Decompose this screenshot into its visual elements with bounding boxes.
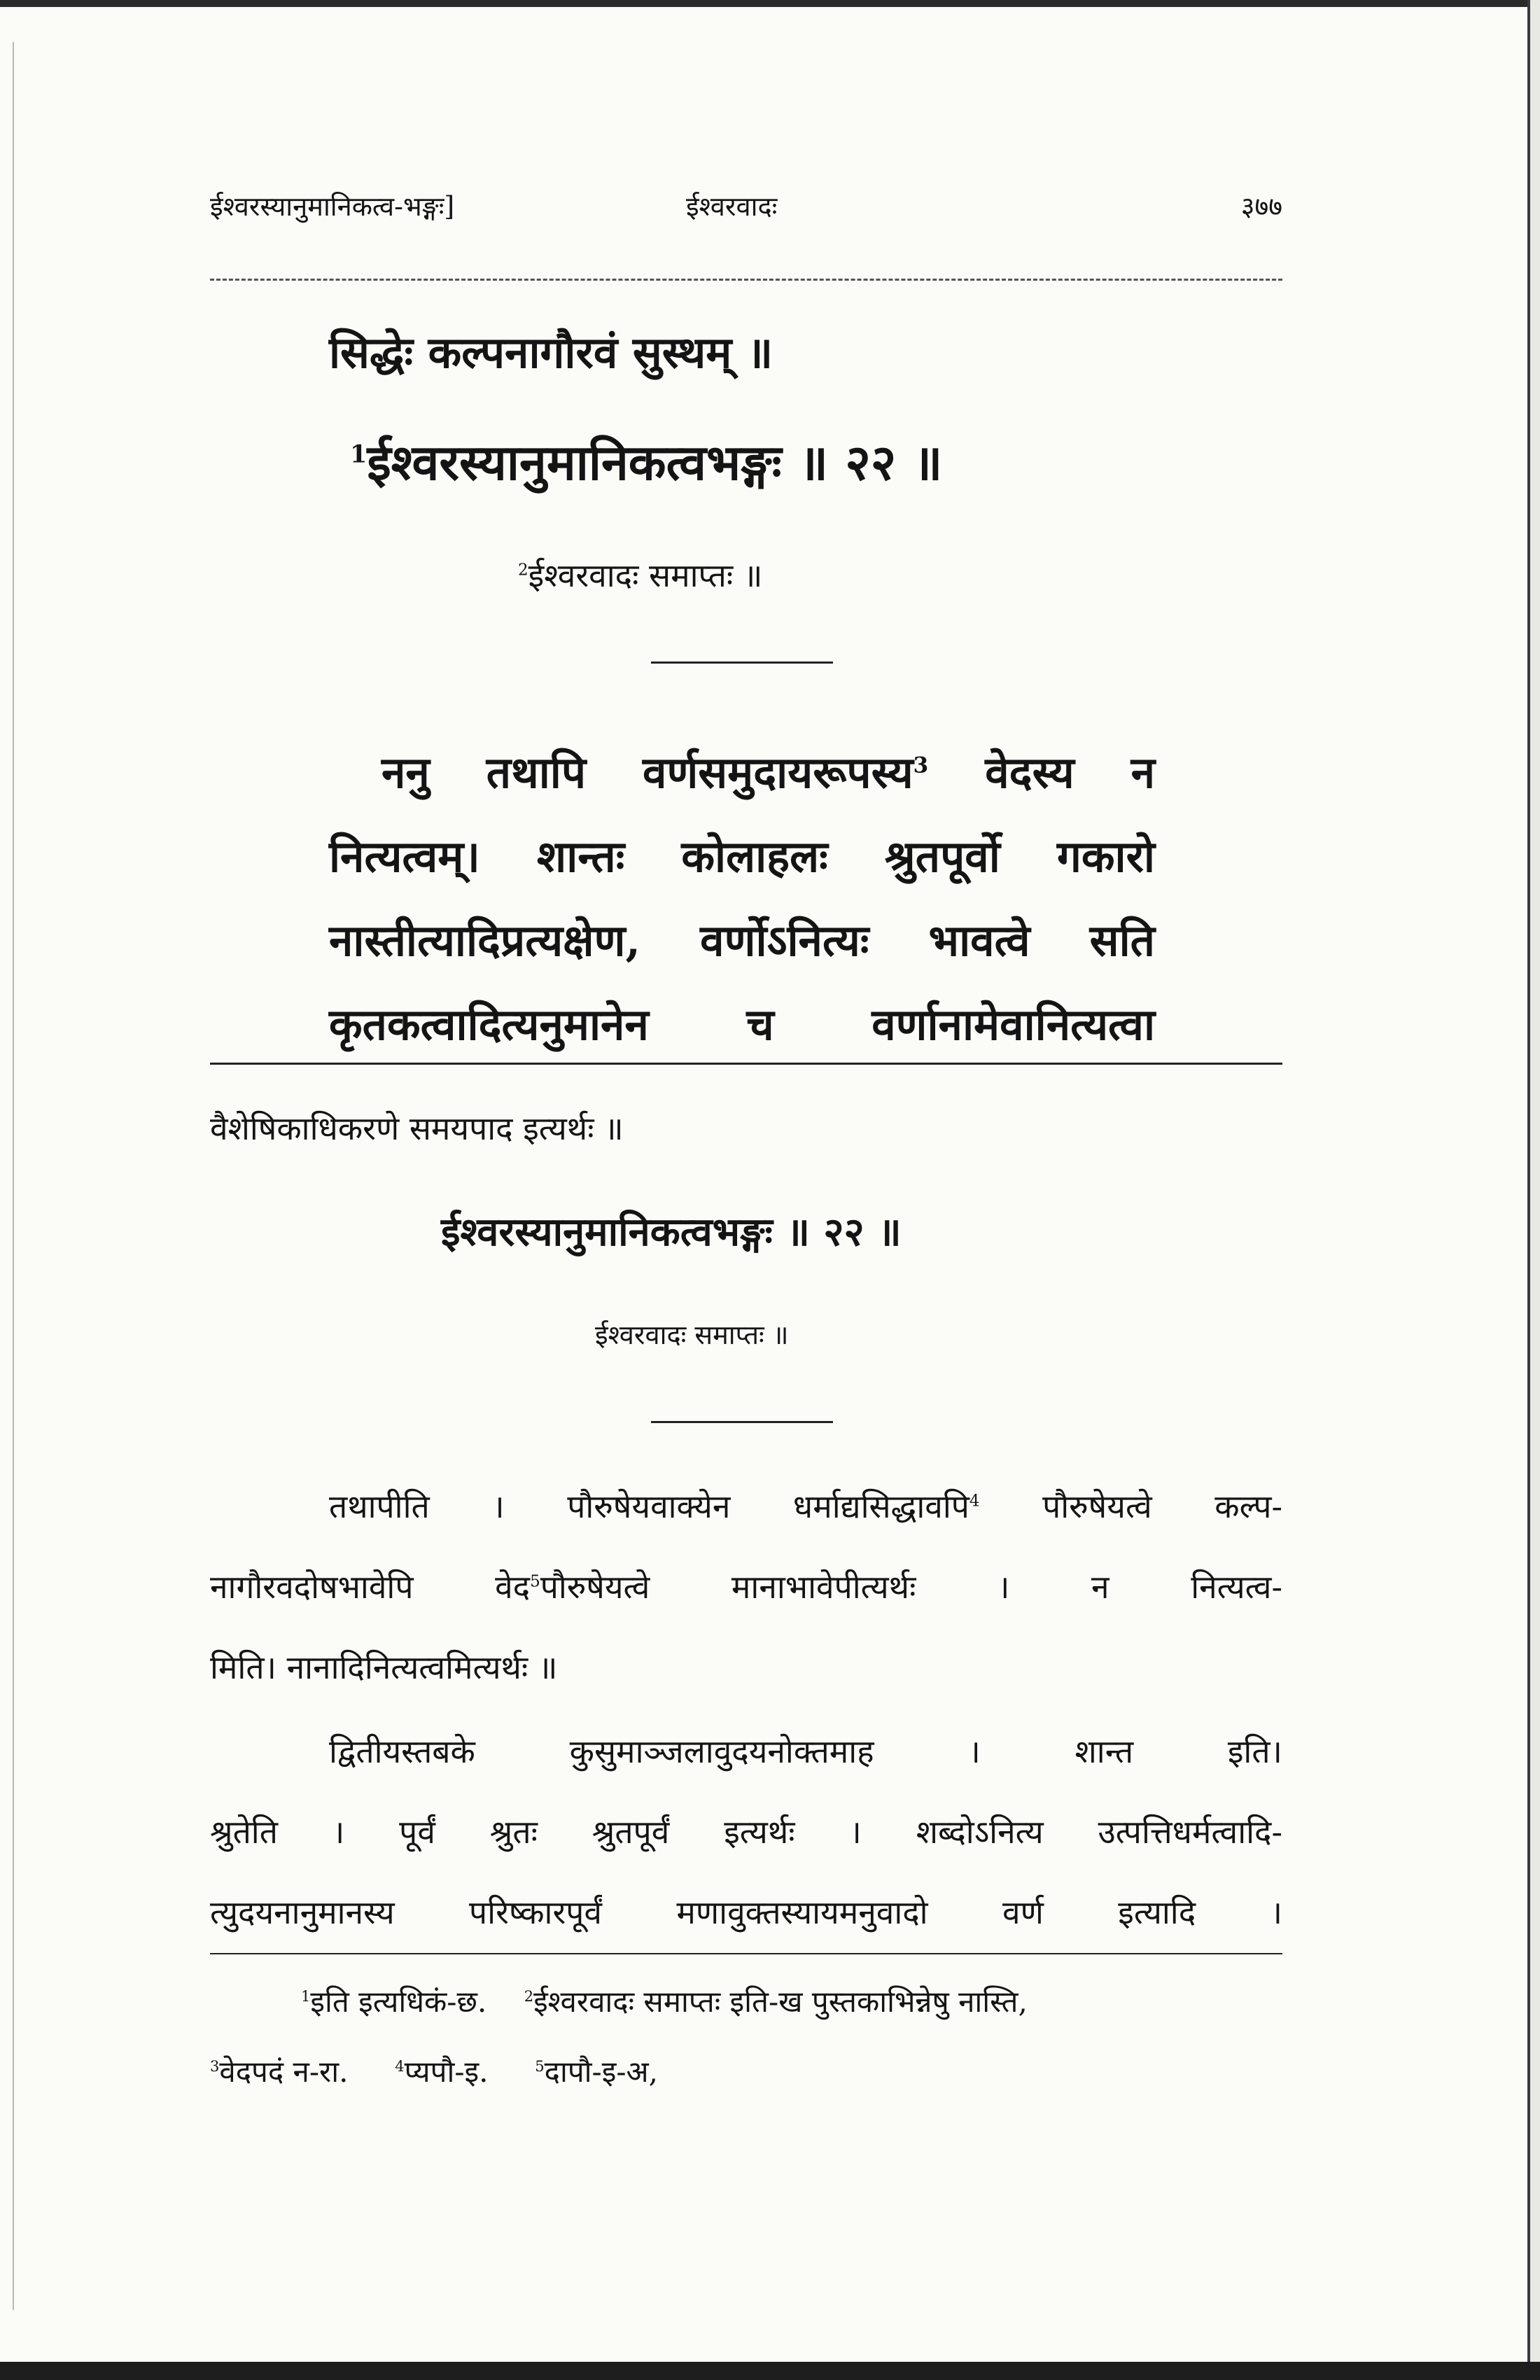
fn1-text: इति इत्यधिकं-छ. [310, 1984, 487, 2019]
footnote-mark-4: 4 [969, 1492, 980, 1511]
commentary-p1-text-1a: तथापीति । पौरुषेयवाक्येन धर्माद्यसिद्धावपि [329, 1488, 969, 1525]
footnote-rule [210, 1953, 1282, 1954]
fn4-mark: 4 [395, 2058, 405, 2075]
commentary-rule [210, 1063, 1282, 1065]
main-para-line-2: नित्यत्वम्। शान्तः कोलाहलः श्रुतपूर्वो गकारो [329, 831, 1155, 882]
footnote-mark-5: 5 [530, 1572, 540, 1591]
main-para-text-1a: ननु तथापि वर्णसमुदायरूपस्य [382, 747, 913, 798]
fn2-mark: 2 [524, 1988, 534, 2005]
main-para-line-3: नास्तीत्यादिप्रत्यक्षेण, वर्णोऽनित्यः भावत्वे सति [329, 915, 1155, 966]
commentary-p2-line-1: द्वितीयस्तबके कुसुमाञ्जलावुदयनोक्तमाह । शान्त इति। [329, 1732, 1282, 1770]
section-divider [651, 662, 833, 664]
commentary-section-title: ईश्वरस्यानुमानिकत्वभङ्गः ॥ २२ ॥ [441, 1209, 902, 1255]
header-section: ईश्वरस्यानुमानिकत्व-भङ्गः] [210, 191, 455, 222]
fn1-mark: 1 [301, 1988, 311, 2005]
main-para-line-1 [382, 742, 1155, 801]
commentary-p1-text-2b: पौरुषेयत्वे मानाभावेपीत्यर्थः । न नित्यत्व- [540, 1568, 1282, 1606]
fn4-text: प्यपौ-इ. [404, 2054, 489, 2089]
footnote-mark-3: 3 [913, 752, 929, 778]
main-para-text-1b: वेदस्य न [985, 747, 1155, 798]
page-number: ३७७ [1240, 191, 1282, 222]
fn5-mark: 5 [535, 2058, 545, 2075]
footnote-mark-1: 1 [350, 440, 368, 469]
main-title-text: ईश्वरस्यानुमानिकत्वभङ्गः ॥ २२ ॥ [367, 433, 943, 491]
main-section-title [350, 427, 942, 494]
scan-edge-top [0, 0, 1540, 7]
commentary-subtitle: ईश्वरवादः समाप्तः ॥ [595, 1320, 789, 1350]
fn3-mark: 3 [210, 2058, 220, 2075]
header-rule [210, 279, 1282, 281]
commentary-p1-text-1b: पौरुषेयत्वे कल्प- [1042, 1488, 1282, 1525]
fn2-text: ईश्वरवादः समाप्तः इति-ख पुस्तकाभिन्नेषु नास्ति, [533, 1984, 1028, 2019]
commentary-p1-text-2a: नागौरवदोषभावेपि वेद [210, 1568, 531, 1606]
commentary-line-1: वैशेषिकाधिकरणे समयपाद इत्यर्थः ॥ [210, 1110, 624, 1147]
footnote-mark-2: 2 [518, 561, 528, 580]
scan-edge-left [13, 42, 14, 2310]
commentary-p1-line-1 [329, 1484, 1282, 1527]
footnote-line-1 [301, 1981, 1028, 2021]
commentary-divider [651, 1421, 833, 1423]
running-header [210, 188, 1282, 244]
header-title: ईश्वरवादः [686, 191, 778, 222]
fn5-text: दापौ-इ-अ, [544, 2054, 658, 2089]
footnote-line-2 [210, 2051, 658, 2091]
main-subtitle-text: ईश्वरवादः समाप्तः ॥ [528, 556, 763, 594]
commentary-p2-line-2: श्रुतेति । पूर्वं श्रुतः श्रुतपूर्वं इत्यर्थः । शब्दोऽनित्य उत्पत्तिधर्मत्वादि- [210, 1813, 1282, 1851]
commentary-p2-line-3: त्युदयनानुमानस्य परिष्कारपूर्वं मणावुक्तस्यायमनुवादो वर्ण इत्यादि । [210, 1893, 1282, 1931]
scan-edge-bottom [0, 2362, 1540, 2380]
commentary-p1-line-3: मिति। नानादिनित्यत्वमित्यर्थः ॥ [210, 1648, 558, 1686]
main-subtitle [518, 553, 762, 596]
fn3-text: वेदपदं न-रा. [219, 2054, 349, 2089]
scan-edge-right-margin [1530, 0, 1540, 2380]
main-para-line-4: कृतकत्वादित्यनुमानेन च वर्णानामेवानित्यत्वा [329, 999, 1155, 1050]
scan-edge-right [1527, 0, 1530, 2380]
main-line-1: सिद्धेः कल्पनागौरवं सुस्थम् ॥ [329, 327, 774, 378]
commentary-p1-line-2 [210, 1564, 1282, 1608]
